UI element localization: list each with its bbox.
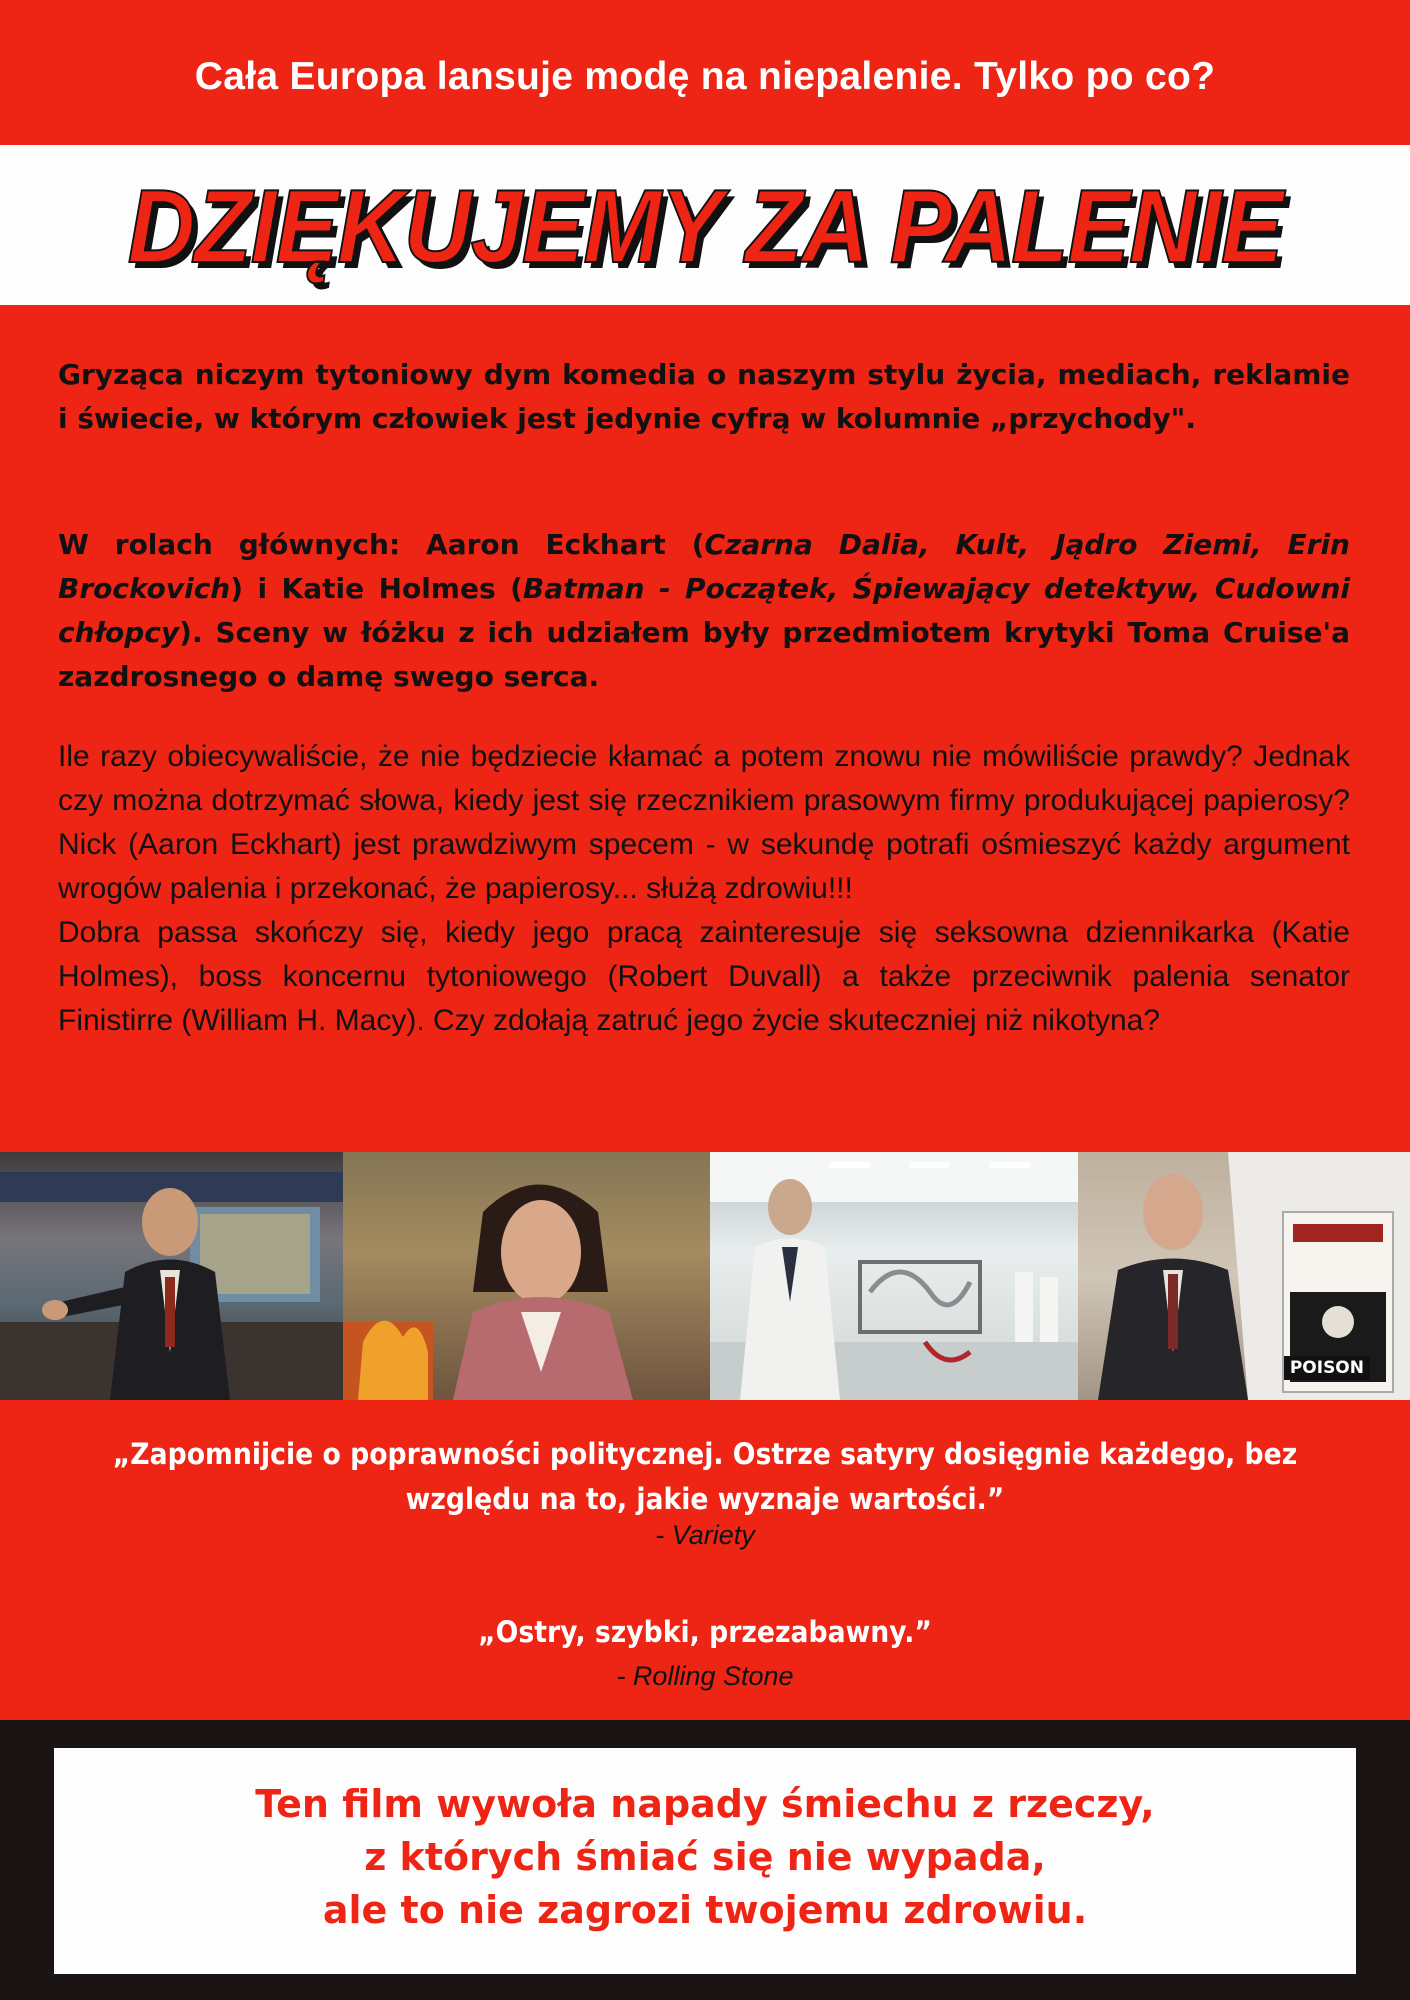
intro-paragraph: Gryząca niczym tytoniowy dym komedia o naszym stylu życia, mediach, reklamie i świecie, w którym człowiek jest jedynie cyfrą w kolumnie „przychody". xyxy=(58,358,1350,435)
synopsis xyxy=(58,735,1350,1043)
cast-ending: ). Sceny w łóżku z ich udziałem były przedmiotem krytyki Toma Cruise'a zazdrosnego o damę swego serca. xyxy=(58,616,1350,693)
tagline: Cała Europa lansuje modę na niepalenie. Tylko po co? xyxy=(194,55,1216,98)
review-variety xyxy=(0,1432,1410,1551)
review-quote: „Ostry, szybki, przezabawny.” xyxy=(478,1615,932,1649)
holmes-films: Batman - Początek, Śpiewający detektyw, Cudowni chłopcy xyxy=(58,572,1350,649)
review-source: - Variety xyxy=(655,1520,755,1550)
cast-paragraph xyxy=(58,523,1350,699)
synopsis-paragraph-1: Ile razy obiecywaliście, że nie będziecie kłamać a potem znowu nie mówiliście prawdy? Jednak czy można dotrzymać słowa, kiedy jest się rzecznikiem prasowym firmy produkującej papierosy? Nick (Aaron Eckhart) jest prawdziwym specem - w sekundę potrafi ośmieszyć każdy argument wrogów palenia i przekonać, że papierosy... służą zdrowiu!!! xyxy=(58,740,1350,905)
closing-line-2: z których śmiać się nie wypada, xyxy=(364,1835,1046,1879)
eckhart-films: Czarna Dalia, Kult, Jądro Ziemi, Erin Brockovich xyxy=(58,528,1350,605)
still-lab-scientist xyxy=(710,1152,1078,1400)
film-stills-strip xyxy=(0,1152,1410,1400)
closing-statement xyxy=(54,1778,1356,1937)
still-eckhart-classroom xyxy=(0,1152,343,1400)
still-holmes-office xyxy=(343,1152,710,1400)
review-rolling-stone xyxy=(0,1610,1410,1692)
review-source: - Rolling Stone xyxy=(616,1661,794,1691)
cast-middle: ) i Katie Holmes ( xyxy=(230,572,523,605)
review-quote: „Zapomnijcie o poprawności politycznej. Ostrze satyry dosięgnie każdego, bez względu na to, jakie wyznaje wartości.” xyxy=(112,1437,1298,1516)
cast-lead-in: W rolach głównych: Aaron Eckhart ( xyxy=(58,528,705,561)
synopsis-paragraph-2: Dobra passa skończy się, kiedy jego pracą zainteresuje się seksowna dziennikarka (Katie Holmes), boss koncernu tytoniowego (Robert Duvall) a także przeciwnik palenia senator Finistirre (William H. Macy). Czy zdołają zatruć jego życie skuteczniej niż nikotyna? xyxy=(58,916,1350,1037)
poison-sign-label: POISON xyxy=(1284,1356,1370,1380)
still-macy-poison-sign xyxy=(1078,1152,1410,1400)
closing-line-1: Ten film wywoła napady śmiechu z rzeczy, xyxy=(255,1782,1155,1826)
movie-title: DZIĘKUJEMY ZA PALENIE xyxy=(127,169,1283,285)
closing-line-3: ale to nie zagrozi twojemu zdrowiu. xyxy=(322,1888,1088,1932)
